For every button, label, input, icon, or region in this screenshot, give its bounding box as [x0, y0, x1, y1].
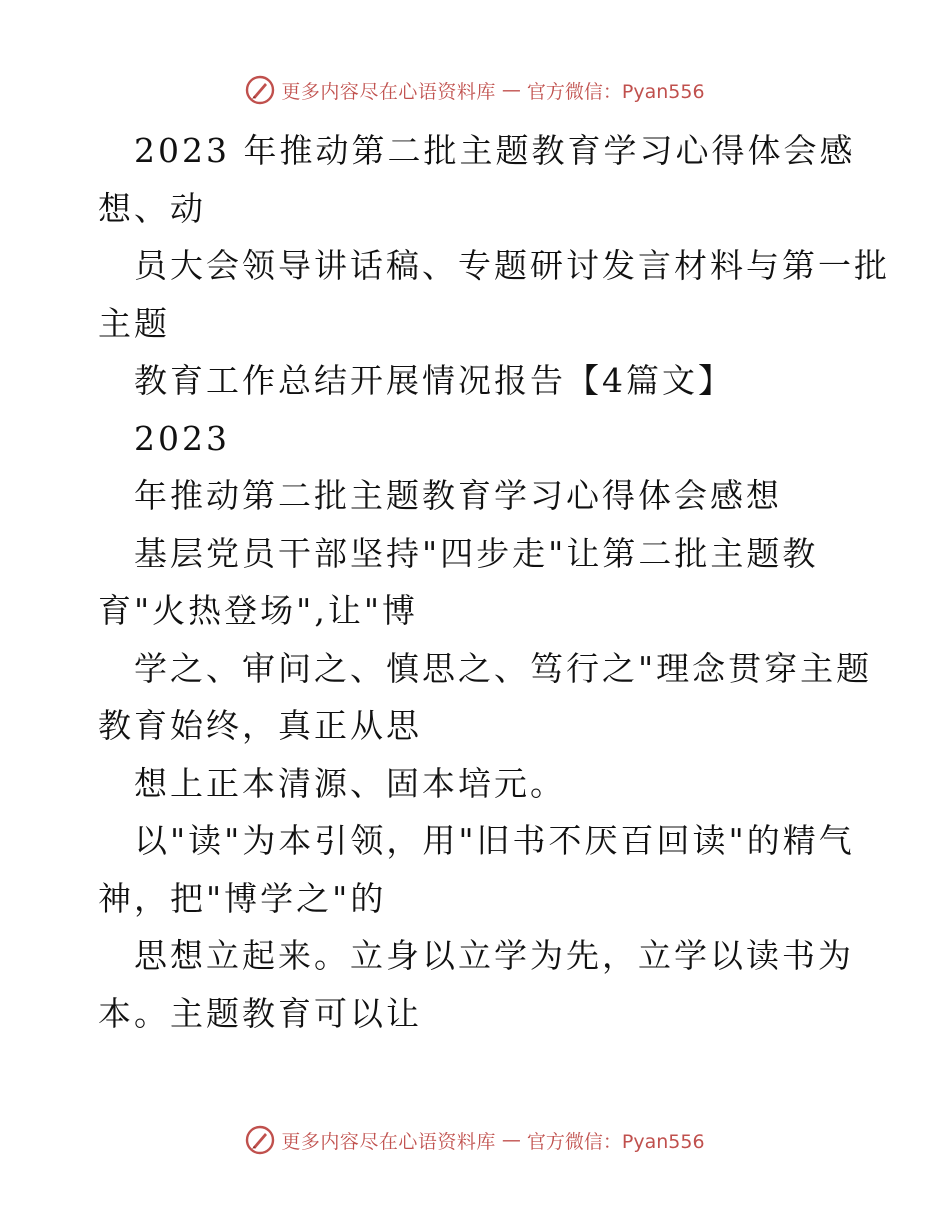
watermark-text: 更多内容尽在心语资料库 — [281, 80, 496, 103]
text-line: 主题 — [98, 303, 170, 343]
text-line: 2023 年推动第二批主题教育学习心得体会感 — [134, 131, 856, 170]
header-watermark — [0, 70, 950, 110]
watermark-contact: 官方微信：Pyan556 — [526, 1130, 705, 1153]
text-line: 学之、审问之、慎思之、笃行之"理念贯穿主题 — [134, 648, 873, 688]
text-line: 2023 — [134, 418, 230, 458]
text-line: 年推动第二批主题教育学习心得体会感想 — [134, 476, 782, 515]
watermark-separator: — — [501, 1129, 521, 1151]
text-line: 教育始终，真正从思 — [98, 706, 422, 745]
text-line: 以"读"为本引领，用"旧书不厌百回读"的精气 — [134, 821, 855, 860]
text-line: 本。主题教育可以让 — [98, 993, 422, 1033]
watermark-text: 更多内容尽在心语资料库 — [281, 1130, 496, 1153]
text-line: 员大会领导讲话稿、专题研讨发言材料与第一批 — [134, 246, 890, 285]
text-line: 想、动 — [98, 188, 206, 228]
text-line: 教育工作总结开展情况报告【4篇文】 — [134, 361, 734, 400]
quill-pen-logo-icon — [245, 1125, 275, 1155]
text-line: 神，把"博学之"的 — [98, 878, 387, 918]
footer-watermark — [0, 1120, 950, 1160]
document-body — [98, 122, 890, 1042]
text-line: 育"火热登场",让"博 — [98, 591, 419, 630]
watermark-separator: — — [501, 79, 521, 101]
text-line: 思想立起来。立身以立学为先，立学以读书为 — [134, 936, 854, 975]
quill-pen-logo-icon — [245, 75, 275, 105]
watermark-contact: 官方微信：Pyan556 — [526, 80, 705, 103]
text-line: 想上正本清源、固本培元。 — [134, 763, 566, 803]
text-line: 基层党员干部坚持"四步走"让第二批主题教 — [134, 533, 819, 573]
